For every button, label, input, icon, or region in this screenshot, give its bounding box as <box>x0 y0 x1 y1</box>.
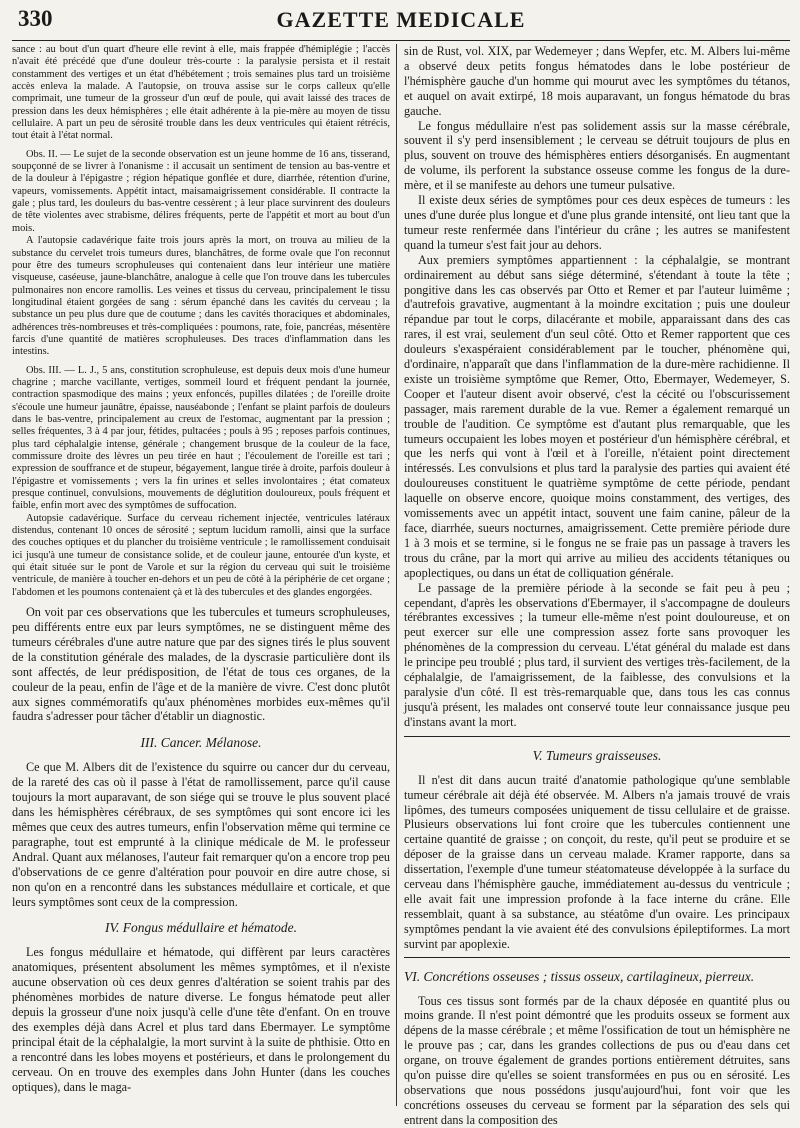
paragraph: sance : au bout d'un quart d'heure elle revint à elle, mais frappée d'hémiplégie ; l'accès n'avait été précédé que d'une douleur très-courte : la paralysie persista et il restait constamment des vertiges et un état d'hébétement ; trois semaines plus tard un troisième accès enleva la malade. A l'autopsie, on trouva assise sur le corps calleux qu'elle comprimait, une tumeur de la grosseur d'un œuf de poule, qui avait laissé des traces de pression dans les deux hémisphères ; elle était adhérente à la pie-mère au moyen de tissu cellulaire. A part un peu de sérosité trouble dans les deux ventricules qui étaient rétrécis, tout était à l'état normal. <box>12 44 390 142</box>
paragraph: Il n'est dit dans aucun traité d'anatomie pathologique qu'une semblable tumeur cérébrale ait déjà été observée. M. Albers n'a jamais trouvé de vrais lipômes, des tumeurs composées uniquement de tissu cellulaire et de graisse. Plusieurs observations lui font croire que les tubercules contiennent une certaine quantité de graisse ; on conçoit, du reste, qu'il peut se produire et se déposer de la graisse dans un cerveau malade. Kramer rapporte, dans sa dissertation, l'exemple d'une tumeur stéatomateuse développée à la surface du cerveau dans l'hémisphère gauche, immédiatement au-dessus du ventricule ; elle avait fait une impression profonde à la face interne du crâne. Elle ressemblait, quant à sa substance, au stéatôme d'un ovaire. Les principaux symptômes pendant la vie avaient été des convulsions épileptiformes. La mort survint par apoplexie. <box>404 772 790 951</box>
paragraph: Le fongus médullaire n'est pas solidement assis sur la masse cérébrale, souvent il s'y perd insensiblement ; le cerveau se détruit toujours de plus en plus, souvent on trouve des hémisphères entiers désorganisés. En augmentant de volume, ils perforent la substance osseuse comme les fongus de la dure-mère, et il se manifeste au dehors une tumeur pulsative. <box>404 118 790 193</box>
column-divider <box>396 44 397 1106</box>
paragraph: Ce que M. Albers dit de l'existence du squirre ou cancer dur du cerveau, de la rareté des cas où il passe à l'état de ramollissement, parce qu'il cause toujours la mort auparavant, de son siége qui se trouve le plus souvent placé dans les hémisphères cérébraux, de ses symptômes qui sont encore ici les mêmes que ceux des autres tumeurs, enfin l'observation même qui termine ce paragraphe, tout est emprunté à la clinique médicale de M. le professeur Andral. Quant aux mélanoses, l'auteur fait remarquer qu'on a encore trop peu d'observations de ce genre d'altération pour pouvoir en dire autre chose, si non qu'on en a rencontré dans les substances médullaire et corticale, et que leurs symptômes sont ceux de la compression. <box>12 760 390 909</box>
paragraph: Tous ces tissus sont formés par de la chaux déposée en quantité plus ou moins grande. Il n'est point démontré que les produits osseux se forment aux dépens de la masse cérébrale ; et même l'ossification de tout un hémisphère ne le prouve pas ; car, dans les grandes collections de pus ou d'eau dans cet organe, on trouve également de grandes portions entièrement détruites, sans qu'on puisse dire qu'elles se soient transformées en pus ou en sérosité. Les observations que nous possédons jusqu'aujourd'hui, font voir que les concrétions osseuses du cerveau se forment par la séparation des sels qui entrent dans la composition des <box>404 993 790 1127</box>
right-column <box>404 44 790 1127</box>
section-rule <box>404 957 790 958</box>
paragraph: sin de Rust, vol. XIX, par Wedemeyer ; dans Wepfer, etc. M. Albers lui-même a observé deux petits fongus hématodes dans le lobe postérieur de l'hémisphère gauche d'un homme qui mourut avec les symptômes du tétanos, et auquel on avait extirpé, 18 mois auparavant, un fongus hématode du bras gauche. <box>404 44 790 118</box>
section-heading-cancer: III. Cancer. Mélanose. <box>140 735 262 751</box>
paragraph: Il existe deux séries de symptômes pour ces deux espèces de tumeurs : les unes d'une durée plus longue et d'une plus grande intensité, ont lieu tant que la tumeur reste renfermée dans l'intérieur du crâne ; les autres se manifestent quand la tumeur s'est fait jour au dehors. <box>404 193 790 252</box>
left-column <box>12 44 390 1106</box>
paragraph: Aux premiers symptômes appartiennent : la céphalalgie, se montrant ordinairement au début sans siége déterminé, s'étendant à toute la tête ; pongitive dans les cas observés par Otto et Remer et par l'auteur luimême ; d'autrefois gravative, augmentant à la moindre excitation ; puis une douleur répandue par tout le corps, dilacérante et mobile, apparaissant dans des cas rares, il est vrai, seulement d'un seul côté. Otto et Remer rapportent que ces douleurs s'exaspéraient considérablement par le toucher, phénomène qui, d'ordinaire, n'apparaît que dans l'inflammation de la dure-mère rachidienne. Il existe un troisième symptôme que Remer, Otto, Ebermayer, Wedemeyer, S. Cooper et l'auteur disent avoir observé, c'est la cécité ou l'obscurissement passager, mais rarement durable de la vue. Remer a également remarqué un trouble de l'audition. Ce symptôme est d'autant plus remarquable, que les tumeurs occupaient les lobes moyen et postérieur d'un hémisphère cérébral, et que les nerfs qui vont à l'œil et à l'oreille, n'étaient point directement intéressés. Les convulsions et plus tard la paralysie des parties qui avaient été douloureuses constituent le quatrième symptôme de cette période, pendant laquelle on observe encore, quoique moins constamment, des vertiges, des vomissements avec un appétit intact, souvent une faim canine, pâleur de la face, diarrhée, sueurs nocturnes, amaigrissement. Cette première période dure 1 à 3 mois et se termine, si le fongus ne se fraie pas un passage à travers les trous du crâne, par la mort qui arrive au milieu des accidents tétaniques ou apoplectiques, ou dans un état de colliquation générale. <box>404 252 790 580</box>
page-header <box>12 0 790 41</box>
observation-3: Obs. III. — L. J., 5 ans, constitution scrophuleuse, est depuis deux mois d'une humeur chagrine ; marche vacillante, vertiges, sommeil lourd et fréquent pendant la journée, contraction spasmodique des mains ; yeux enfoncés, pupilles dilatées ; de l'oreille droite s'écoule une humeur jaunâtre, épaisse, nauséabonde ; l'enfant se plaint parfois de douleurs dans le bas-ventre, principalement au creux de l'estomac, augmentant par la pression ; selles fréquentes, 3 à 4 par jour, fétides, pultacées ; pouls à 95 ; reposes parfois continues, plus tard céphalalgie intense, générale ; changement brusque de la couleur de la face, commissure droite des lèvres un peu tirée en haut ; l'écoulement de l'oreille est tari ; expression de souffrance et de stupeur, bégayement, langue tirée à droite, parfois douleur à l'épigastre et vomissements ; vers la fin urines et selles involontaires ; état comateux presque continuel, convulsions, mouvements de déglutition douloureux, pouls fréquent et faible, enfin mort avec des symptômes de suffocation. <box>12 364 390 512</box>
section-rule <box>404 736 790 737</box>
text-columns <box>12 44 790 1127</box>
journal-title: GAZETTE MEDICALE <box>276 7 526 32</box>
paragraph: Le passage de la première période à la seconde se fait peu à peu ; cependant, d'après les observations d'Ebermayer, il s'accompagne de douleurs térébrantes excessives ; la tumeur elle-même n'est point douloureuse, et on peut exercer sur elle une compression assez forte sans provoquer les phénomènes de la compression du cerveau. L'état général du malade est dans le principe peu troublé ; plus tard, il survient des vertiges très-facilement, de la céphalalgie, de l'amaigrissement, de la faiblesse, des convulsions et la paralysie d'un côté. Il est très-remarquable que, dans tous les cas connus jusqu'à présent, les malades ont conservé toute leur connaissance jusque peu d'instans avant la mort. <box>404 580 790 729</box>
paragraph: Les fongus médullaire et hématode, qui diffèrent par leurs caractères anatomiques, présentent absolument les mêmes symptômes, et il n'existe aucune observation où ces deux genres d'altération se soient trahis par des phénomènes morbides de nature diverse. Le fongus hématode peut aller depuis la grosseur d'une noix jusqu'à celle d'une tête d'enfant. On en trouve des exemples déjà dans Acrel et plus tard dans Ebermayer. Le symptôme principal était de la céphalalgie, la mort survint à la suite de phthisie. Otto en a rencontré dans les lobes moyens et postérieurs, et dans le prolongement du cerveau. On en trouve des exemples dans John Hunter (dans les couches optiques), dans le maga- <box>12 945 390 1094</box>
section-heading-fongus: IV. Fongus médullaire et hématode. <box>105 920 297 936</box>
paragraph: On voit par ces observations que les tubercules et tumeurs scrophuleuses, peu différents entre eux par leurs symptômes, ne se distinguent même des tumeurs cérébrales d'une autre nature que par des signes tirés le plus souvent de la constitution générale des malades, de la dyscrasie particulière dont ils sont affectés, de leur prédisposition, de l'état de tous ces organes, de la couleur de la peau, enfin de l'âge et de la manière de vivre. C'est donc plutôt aux signes commémoratifs qu'aux phénomènes morbides eux-mêmes qu'il faudra s'adresser pour tâcher d'établir un diagnostic. <box>12 605 390 724</box>
paragraph: A l'autopsie cadavérique faite trois jours après la mort, on trouva au milieu de la substance du cervelet trois tumeurs dures, blanchâtres, de forme ovale que l'on reconnut pour être des tumeurs scrophuleuses qui contenaient dans leur intérieur une matière visqueuse, caséeuse, jaune-blanchâtre, analogue à celle que l'on trouve dans les tubercules pulmonaires non encore ramollis. Les veines et tissus du cerveau, principalement le tissu longitudinal étaient gorgées de sang : sérum épanché dans les cavités du cerveau ; la substance un peu plus dure que de coutume ; dans les cavités thoraciques et abdominales, adhérences très-nombreuses et très-compliquées : poumons, rate, foie, pancréas, mésentère farcis d'une quantité de matières scrophuleuses. Des traces d'inflammation dans les intestins. <box>12 235 390 358</box>
section-heading-concretions: VI. Concrétions osseuses ; tissus osseux, cartilagineux, pierreux. <box>404 968 755 984</box>
section-heading-graisseuses: V. Tumeurs graisseuses. <box>532 747 662 763</box>
observation-2: Obs. II. — Le sujet de la seconde observation est un jeune homme de 16 ans, tisserand, soupçonné de se livrer à l'onanisme : il accusait un sentiment de tension au bas-ventre et de la douleur à l'épigastre ; région hépatique gonflée et dure, diarrhée, rétention d'urine, vapeurs, vomissements. Appétit intact, maisamaigrissement considérable. Il contracte la gale ; plus tard, les douleurs du bas-ventre cessèrent ; à leur place survinrent des douleurs de tête violentes avec strabisme, délires fréquents, perte de l'appétit et mort au bout d'un mois. <box>12 148 390 234</box>
paragraph: Autopsie cadavérique. Surface du cerveau richement injectée, ventricules latéraux distendus, contenant 10 onces de sérosité ; septum lucidum ramolli, ainsi que la surface des couches optiques et du plancher du troisième ventricule ; le ramollissement conduisait ici jusqu'à une tumeur de consistance solide, et de couleur jaune, entourée d'un kyste, et qui était située sur le pont de Varole et sur la région du cerveau qui suit le troisième ventricule, de manière à toucher en-dehors et un peu de côté à la périphérie de cet organe ; l'abdomen et les poumons contenaient çà et là des tubercules et des glandes engorgées. <box>12 512 390 598</box>
page-number: 330 <box>18 6 53 31</box>
